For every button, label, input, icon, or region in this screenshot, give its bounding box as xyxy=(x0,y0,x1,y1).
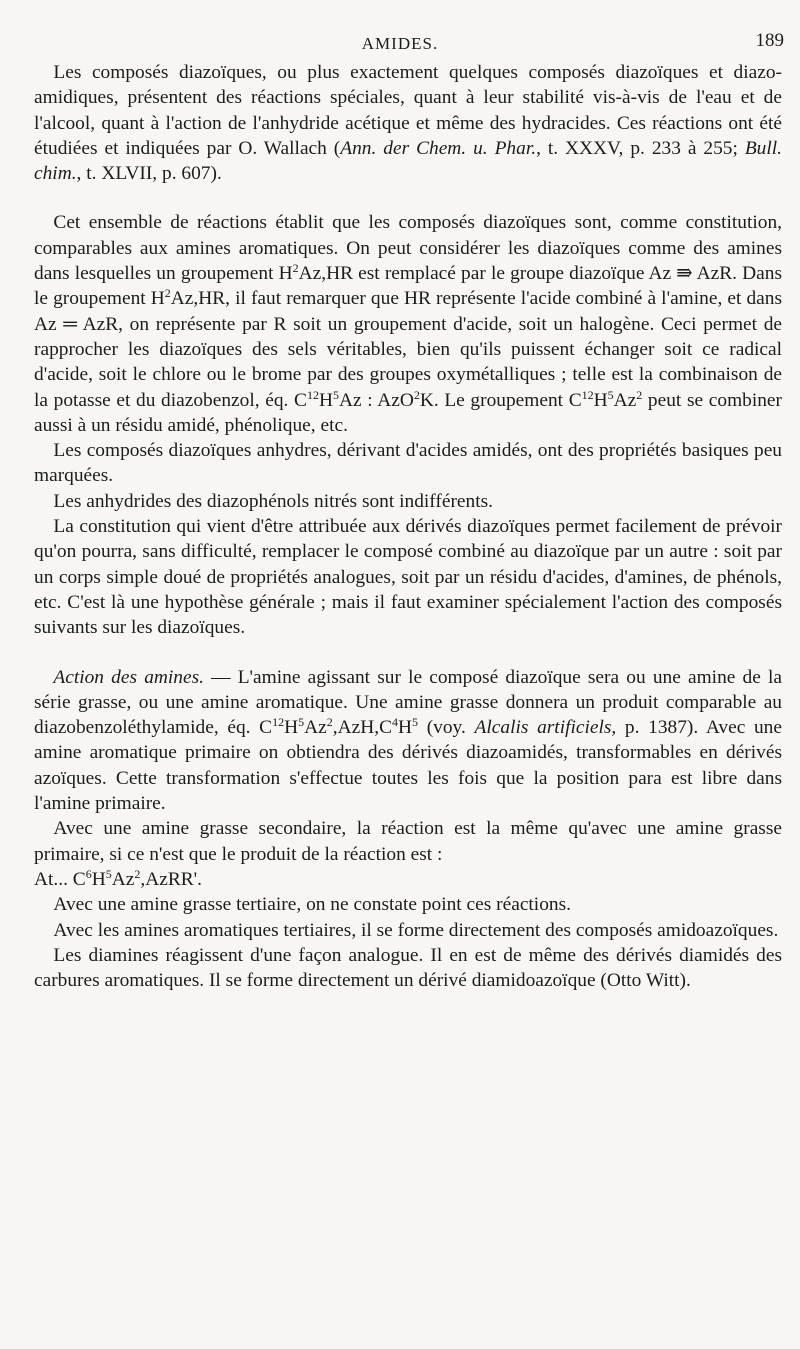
chemical-formula: At... $C^6H^5Az^2,AzRR'$. xyxy=(34,866,203,890)
paragraph-3: Les composés diazoïques anhydres, dérivant d'acides amidés, ont des propriétés basiques peu marquées. xyxy=(34,440,782,487)
paragraph-gap xyxy=(34,641,782,665)
section-title: Action des amines. xyxy=(53,666,204,688)
paragraph-8: Avec une amine grasse tertiaire, on ne constate point ces réactions. xyxy=(53,894,571,916)
paragraph-2: Cet ensemble de réactions établit que les composés diazoïques sont, comme constitution, comparables aux amines aromatiques. On peut considérer les diazoïques comme des amines dans lesquelles un groupement $H^2Az,HR$ est remplacé par le groupe diazoïque Az ⇛ AzR. Dans le groupement $H^2Az,HR$, il faut remarquer que HR représente l'acide combiné à l'amine, et dans Az ═ AzR, on représente par R soit un groupement d'acide, soit un halogène. Ceci permet de rapprocher les diazoïques des sels véritables, bien qu'ils puissent échanger soit ce radical d'acide, soit le chlore ou le brome par des groupes oxymétalliques ; telle est la combinaison de la potasse et du diazobenzol, éq. $C^{12}H^5Az$ : AzO$^2$K. Le groupement $C^{12}H^5Az^2$ peut se combiner aussi à un résidu amidé, phénolique, etc. xyxy=(34,212,782,436)
paragraph-6: Action des amines. — L'amine agissant sur le composé diazoïque sera ou une amine de la série grasse, ou une amine aromatique. Une amine grasse donnera un produit comparable au diazobenzoléthylamide, éq. $C^{12}H^5Az^2,AzH,C^4H^5$ (voy. Alcalis artificiels, p. 1387). Avec une amine aromatique primaire on obtiendra des dérivés diazoamidés, transformables en dérivés azoïques. Cette transformation s'effectue toutes les fois que la position para est libre dans l'amine primaire. xyxy=(34,666,782,815)
page-header xyxy=(0,28,800,56)
paragraph-7: Avec une amine grasse secondaire, la réaction est la même qu'avec une amine grasse primaire, si ce n'est que le produit de la réaction est : xyxy=(34,818,782,865)
page-number: 189 xyxy=(755,30,784,51)
paragraph-10: Les diamines réagissent d'une façon analogue. Il en est de même des dérivés diamidés des carbures aromatiques. Il se forme directement un dérivé diamidoazoïque (Otto Witt). xyxy=(34,944,782,992)
running-head: AMIDES. xyxy=(361,34,439,53)
paragraph-9: Avec les amines aromatiques tertiaires, il se forme directement des composés amidoazoïques. xyxy=(53,919,779,941)
paragraph-5: La constitution qui vient d'être attribuée aux dérivés diazoïques permet facilement de prévoir qu'on pourra, sans difficulté, remplacer le composé combiné au diazoïque par un autre : soit par un corps simple doué de propriétés analogues, soit par un résidu d'acides, d'amines, de phénols, etc. C'est là une hypothèse générale ; mais il faut examiner spécialement l'action des composés suivants sur les diazoïques. xyxy=(34,516,782,639)
paragraph-1: Les composés diazoïques, ou plus exactement quelques composés diazoïques et diazo-amidiques, présentent des réactions spéciales, quant à leur stabilité vis-à-vis de l'eau et de l'alcool, quant à l'action de l'anhydride acétique et même des hydracides. Ces réactions ont été étudiées et indiquées par O. Wallach (Ann. der Chem. u. Phar., t. XXXV, p. 233 à 255; Bull. chim., t. XLVII, p. 607). xyxy=(34,62,782,185)
body-text xyxy=(34,60,782,993)
paragraph-4: Les anhydrides des diazophénols nitrés sont indifférents. xyxy=(53,490,493,512)
paragraph-gap xyxy=(34,186,782,210)
